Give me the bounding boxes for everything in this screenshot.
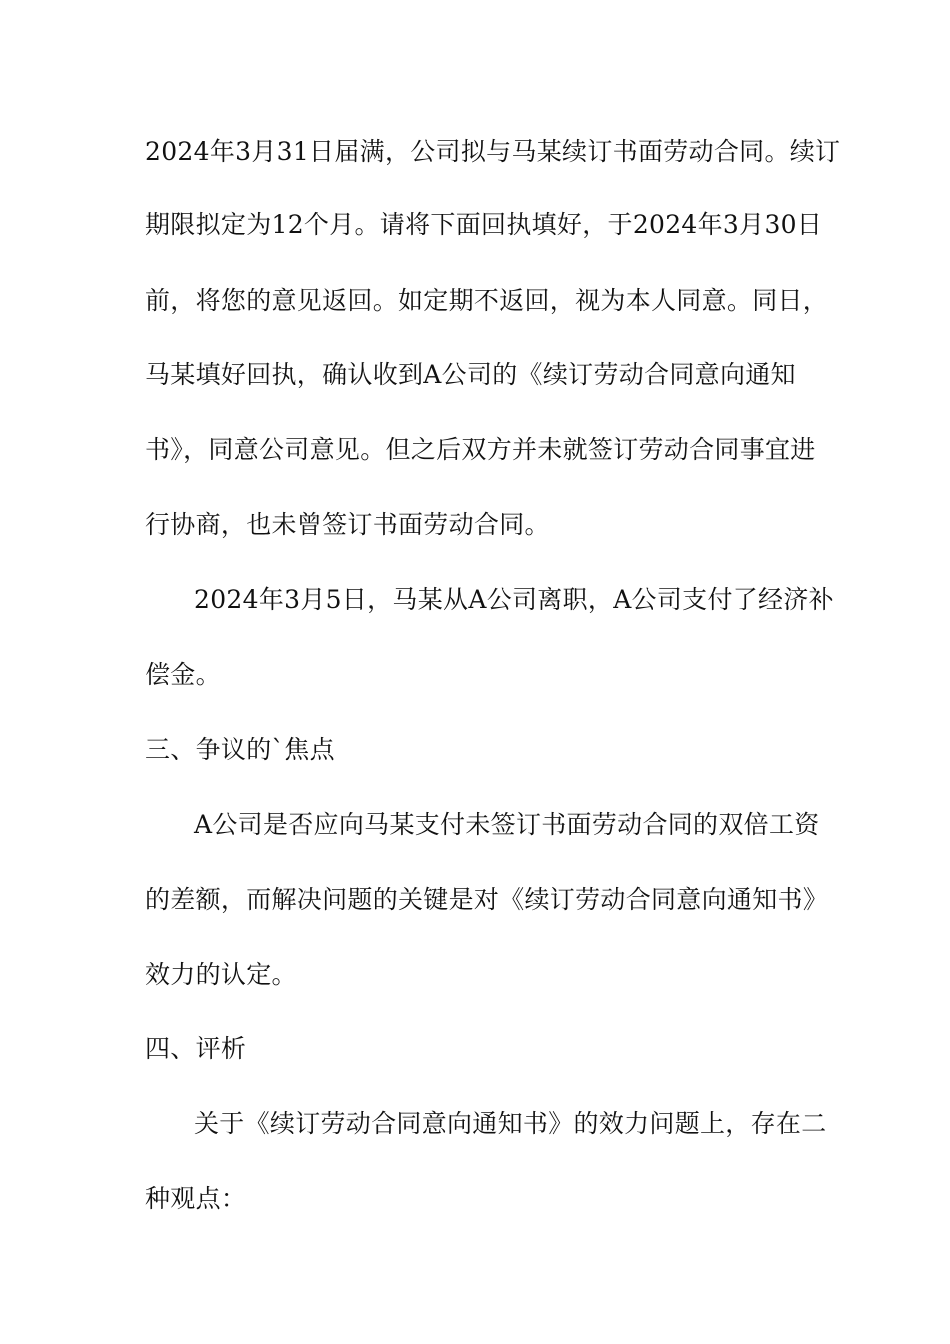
paragraph-line: 2024年3月5日，马某从A公司离职，A公司支付了经济补 (194, 585, 834, 614)
paragraph-line: 偿金。 (145, 660, 221, 689)
paragraph-line: 书》，同意公司意见。但之后双方并未就签订劳动合同事宜进 (145, 435, 816, 464)
paragraph-line: A公司是否应向马某支付未签订书面劳动合同的双倍工资 (194, 810, 820, 839)
paragraph-line: 效力的认定。 (145, 960, 297, 989)
paragraph-line: 的差额，而解决问题的关键是对《续订劳动合同意向通知书》 (145, 885, 829, 914)
paragraph-line: 前，将您的意见返回。如定期不返回，视为本人同意。同日， (145, 286, 829, 315)
section-heading: 四、评析 (145, 1034, 247, 1063)
paragraph-line: 马某填好回执，确认收到A公司的《续订劳动合同意向通知 (145, 360, 796, 389)
paragraph-line: 关于《续订劳动合同意向通知书》的效力问题上，存在二 (194, 1109, 827, 1138)
paragraph-line: 种观点： (145, 1184, 247, 1213)
section-heading: 三、争议的`焦点 (145, 735, 335, 764)
paragraph-line: 2024年3月31日届满，公司拟与马某续订书面劳动合同。续订 (145, 137, 841, 166)
paragraph-line: 行协商，也未曾签订书面劳动合同。 (145, 510, 550, 539)
paragraph-line: 期限拟定为12个月。请将下面回执填好，于2024年3月30日 (145, 210, 823, 239)
